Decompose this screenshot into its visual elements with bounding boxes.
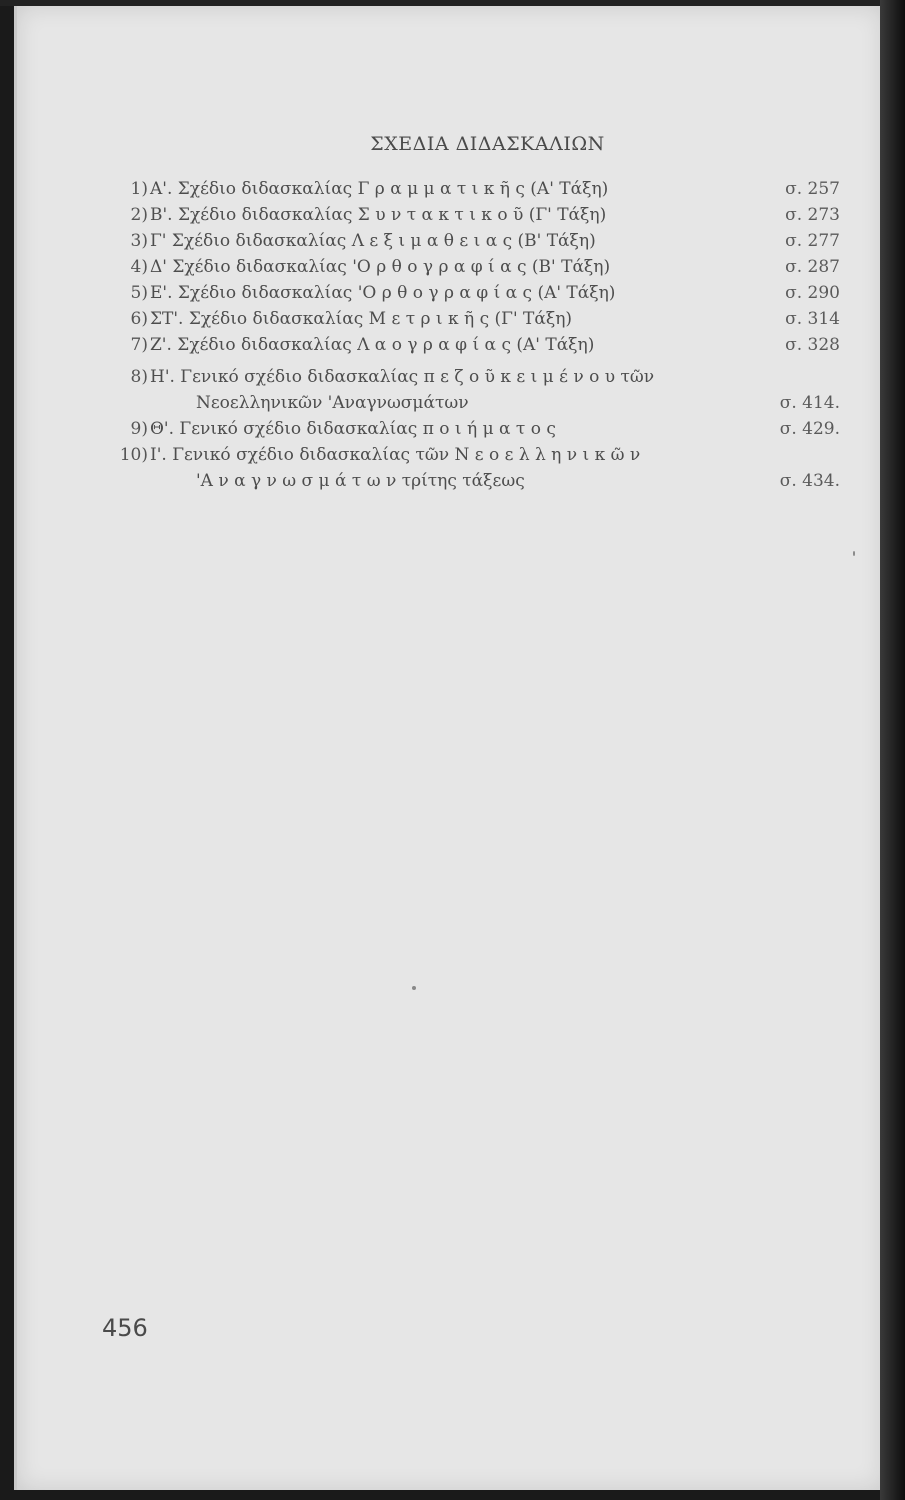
toc-entry: [100, 306, 840, 332]
toc-entry-line: [100, 390, 840, 416]
toc-entry-line: [100, 228, 840, 254]
toc-entry-line: [100, 202, 840, 228]
entry-number: 7): [130, 335, 148, 355]
entry-page-ref: σ. 314: [785, 309, 840, 329]
entry-title: Θ'. Γενικό σχέδιο διδασκαλίας π ο ι ή μ α τ ο ς: [150, 419, 556, 439]
toc-entry-line: [100, 468, 840, 494]
toc-entry-line: [100, 364, 840, 390]
toc-entry: [100, 332, 840, 358]
toc-entry-line: [100, 442, 840, 468]
entry-number: 10): [119, 445, 148, 465]
table-of-contents: [100, 176, 840, 494]
entry-page-ref: σ. 257: [785, 179, 840, 199]
entry-page-ref: σ. 328: [785, 335, 840, 355]
toc-entry: [100, 228, 840, 254]
toc-entry: [100, 364, 840, 416]
entry-title: Γ' Σχέδιο διδασκαλίας Λ ε ξ ι μ α θ ε ι α ς (Β' Τάξη): [150, 231, 596, 251]
entry-title: Α'. Σχέδιο διδασκαλίας Γ ρ α μ μ α τ ι κ ῆ ς (Α' Τάξη): [150, 179, 609, 199]
entry-page-ref: σ. 290: [785, 283, 840, 303]
entry-number: 1): [130, 179, 148, 199]
toc-entry: [100, 442, 840, 494]
entry-number: 9): [130, 419, 148, 439]
entry-number: 5): [130, 283, 148, 303]
toc-entry: [100, 202, 840, 228]
toc-entry-line: [100, 306, 840, 332]
entry-number: 3): [130, 231, 148, 251]
entry-title: Ζ'. Σχέδιο διδασκαλίας Λ α ο γ ρ α φ ί α ς (Α' Τάξη): [150, 335, 595, 355]
toc-entry: [100, 176, 840, 202]
entry-title: Β'. Σχέδιο διδασκαλίας Σ υ ν τ α κ τ ι κ ο ῦ (Γ' Τάξη): [150, 205, 607, 225]
page-number: 456: [102, 1314, 148, 1342]
entry-page-ref: σ. 434.: [779, 471, 840, 491]
entry-page-ref: σ. 287: [785, 257, 840, 277]
entry-title: Ι'. Γενικό σχέδιο διδασκαλίας τῶν Ν ε ο ε λ λ η ν ι κ ῶ ν: [150, 445, 641, 465]
entry-page-ref: σ. 414.: [779, 393, 840, 413]
entry-number: 8): [130, 367, 148, 387]
toc-entry-line: [100, 280, 840, 306]
toc-entry: [100, 280, 840, 306]
entry-number: 4): [130, 257, 148, 277]
entry-title: Η'. Γενικό σχέδιο διδασκαλίας π ε ζ ο ῦ κ ε ι μ έ ν ο υ τῶν: [150, 367, 655, 387]
entry-number: 2): [130, 205, 148, 225]
toc-entry-line: [100, 332, 840, 358]
entry-page-ref: σ. 273: [785, 205, 840, 225]
ink-speck: [853, 551, 855, 556]
ink-speck: [412, 986, 416, 990]
entry-title: 'Α ν α γ ν ω σ μ ά τ ω ν τρίτης τάξεως: [196, 471, 525, 491]
toc-entry-line: [100, 176, 840, 202]
entry-page-ref: σ. 429.: [779, 419, 840, 439]
entry-title: Νεοελληνικῶν 'Αναγνωσμάτων: [196, 393, 469, 413]
page-title: ΣΧΕΔΙΑ ΔΙΔΑΣΚΑΛΙΩΝ: [370, 133, 605, 155]
entry-page-ref: σ. 277: [785, 231, 840, 251]
entry-title: Δ' Σχέδιο διδασκαλίας 'Ο ρ θ ο γ ρ α φ ί α ς (Β' Τάξη): [150, 257, 611, 277]
toc-entry: [100, 416, 840, 442]
toc-entry-line: [100, 254, 840, 280]
toc-entry-line: [100, 416, 840, 442]
scan-right-edge: [880, 0, 905, 1500]
entry-number: 6): [130, 309, 148, 329]
toc-entry: [100, 254, 840, 280]
entry-title: Ε'. Σχέδιο διδασκαλίας 'Ο ρ θ ο γ ρ α φ ί α ς (Α' Τάξη): [150, 283, 616, 303]
entry-title: ΣΤ'. Σχέδιο διδασκαλίας Μ ε τ ρ ι κ ῆ ς (Γ' Τάξη): [150, 309, 573, 329]
